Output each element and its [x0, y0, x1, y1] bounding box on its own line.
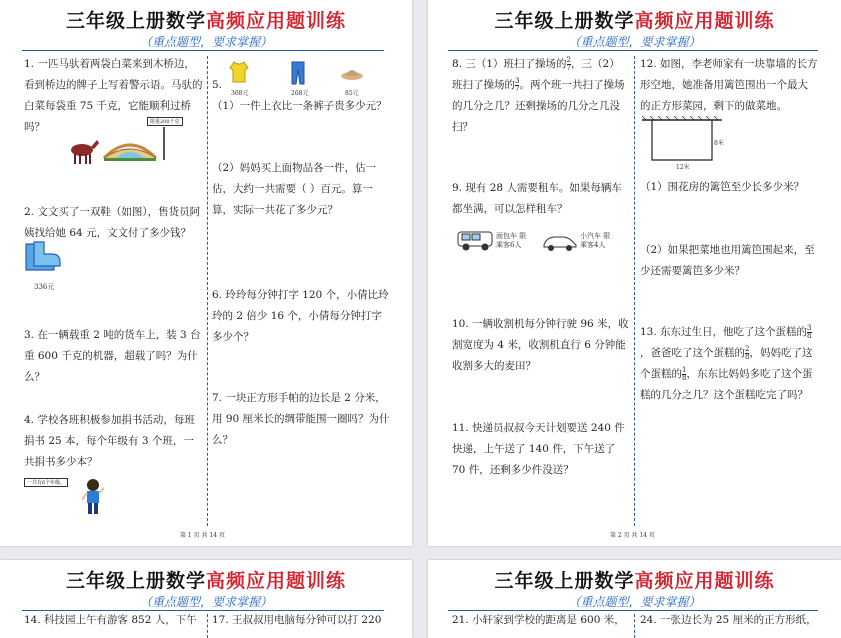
- fraction-2-7: $\frac{2}{7}$: [566, 55, 572, 72]
- pants-price: 268元: [291, 90, 309, 97]
- pants-icon: [290, 60, 306, 86]
- page-4: [428, 560, 841, 638]
- question-3: 3. 在一辆载重 2 吨的货车上，装 3 台重 600 千克的机器，超载了吗？为什么？: [24, 329, 201, 383]
- fraction-2-8: $\frac{2}{8}$: [745, 344, 750, 361]
- question-2: 2. 文文买了一双鞋（如图），售货员阿姨找给她 64 元，文文付了多少钱？: [24, 206, 201, 239]
- question-24: 24. 一张边长为 25 厘米的正方形纸，: [640, 614, 817, 626]
- page-title: 三年级上册数学高频应用题训练: [65, 570, 347, 592]
- fraction-1-8: $\frac{1}{8}$: [682, 365, 687, 382]
- header-rule: [22, 50, 384, 51]
- column-divider: [207, 614, 208, 638]
- question-12-part-1: （1）围花房的篱笆至少长多少米？: [640, 181, 805, 193]
- column-divider: [634, 614, 635, 638]
- question-1: 1. 一匹马驮着两袋白菜来到木桥边，看到桥边的牌子上写着警示语。马驮的白菜每袋重 75 千克，它能顺利过桥吗？: [24, 58, 203, 133]
- page-1: [0, 0, 412, 546]
- weight-limit-sign: 限重200千克: [147, 117, 183, 126]
- column-divider: [634, 56, 635, 526]
- sign-post: [163, 127, 165, 160]
- shirt-price: 368元: [231, 90, 249, 97]
- question-14: 14. 科技园上午有游客 852 人，下午: [24, 614, 197, 626]
- page-footer: 第 1 页 共 14 页: [180, 532, 225, 539]
- hat-icon: [340, 64, 364, 82]
- bridge-icon: [102, 136, 158, 162]
- fraction-3-7: $\frac{3}{7}$: [515, 76, 520, 93]
- question-17: 17. 王叔叔用电脑每分钟可以打 220: [212, 614, 382, 626]
- page-title: 三年级上册数学高频应用题训练: [65, 10, 347, 32]
- page-footer: 第 2 页 共 14 页: [610, 532, 655, 539]
- question-5-part-1: （1）一件上衣比一条裤子贵多少元？: [212, 100, 387, 112]
- page-title: 三年级上册数学高频应用题训练: [494, 10, 775, 32]
- car-capacity: 小汽车 限乘客4人: [580, 232, 611, 249]
- page-2: [428, 0, 841, 546]
- question-7: 7. 一块正方形手帕的边长是 2 分米，用 90 厘米长的绸带能围一圈吗？为什么？: [212, 392, 390, 446]
- question-13: 13. 东东过生日，他吃了这个蛋糕的 $\frac{3}{8}$ ，爸爸吃了这个蛋糕的 $\frac{2}{8}$ ，妈妈吃了这个蛋糕的 $\frac{1}{8}$ ，东东比妈妈多吃了这个蛋糕的几分之几？这个蛋糕吃完了吗？: [640, 323, 813, 401]
- garden-width-label: 12米: [676, 164, 690, 171]
- question-10: 10. 一辆收割机每分钟行驶 96 米，收割宽度为 4 米，收割机直行 6 分钟能收割多大的麦田？: [452, 318, 629, 372]
- car-icon: [542, 232, 578, 252]
- page-subtitle: （重点题型，要求掌握）: [568, 595, 701, 609]
- question-12-part-2: （2）如果把菜地也用篱笆围起来，至少还需要篱笆多少米？: [640, 244, 815, 277]
- garden-height-label: 8米: [714, 140, 724, 147]
- shirt-icon: [228, 60, 250, 84]
- page-title: 三年级上册数学高频应用题训练: [494, 570, 775, 592]
- question-21: 21. 小轩家到学校的距离是 600 米，: [452, 614, 625, 626]
- column-divider: [207, 56, 208, 526]
- question-5: 5.: [212, 79, 223, 91]
- question-8: 8. 三（1）班扫了操场的 $\frac{2}{7}$ ，三（2）班扫了操场的 $\frac{3}{7}$ 。两个班一共扫了操场的几分之几？还剩操场的几分之几没扫？: [452, 55, 625, 133]
- shoes-icon: [22, 240, 62, 276]
- student-icon: [82, 478, 104, 516]
- van-capacity: 面包车 限乘客6人: [496, 232, 527, 249]
- shoes-price: 336元: [34, 283, 55, 291]
- horse-icon: [66, 137, 100, 165]
- hat-price: 85元: [345, 90, 359, 97]
- fraction-3-8: $\frac{3}{8}$: [807, 323, 812, 340]
- page-3: [0, 560, 412, 638]
- header-rule: [448, 50, 818, 51]
- page-subtitle: （重点题型，要求掌握）: [139, 595, 272, 609]
- question-4: 4. 学校各班积极参加捐书活动，每班捐书 25 本，每个年级有 3 个班，一共捐书多少本？: [24, 414, 195, 468]
- grade-count-note: 一共有6个年级。: [24, 478, 68, 487]
- question-11: 11. 快递员叔叔今天计划要送 240 件快递，上午送了 140 件，下午送了 70 件，还剩多少件没送？: [452, 422, 625, 476]
- page-subtitle: （重点题型，要求掌握）: [568, 35, 701, 49]
- van-icon: [456, 228, 496, 252]
- question-12: 12. 如图，李老师家有一块靠墙的长方形空地，她准备用篱笆围出一个最大的正方形菜园，剩下的做菜地。: [640, 58, 818, 112]
- page-subtitle: （重点题型，要求掌握）: [139, 35, 272, 49]
- question-9: 9. 现有 28 人需要租车。如果每辆车都坐满，可以怎样租车？: [452, 182, 622, 215]
- question-5-part-2: （2）妈妈买上面物品各一件，估一估，大约一共需要（ ）百元。算一算，实际一共花了多少元？: [212, 162, 377, 216]
- question-6: 6. 玲玲每分钟打字 120 个，小倩比玲玲的 2 倍少 16 个，小倩每分钟打字多少个？: [212, 289, 389, 343]
